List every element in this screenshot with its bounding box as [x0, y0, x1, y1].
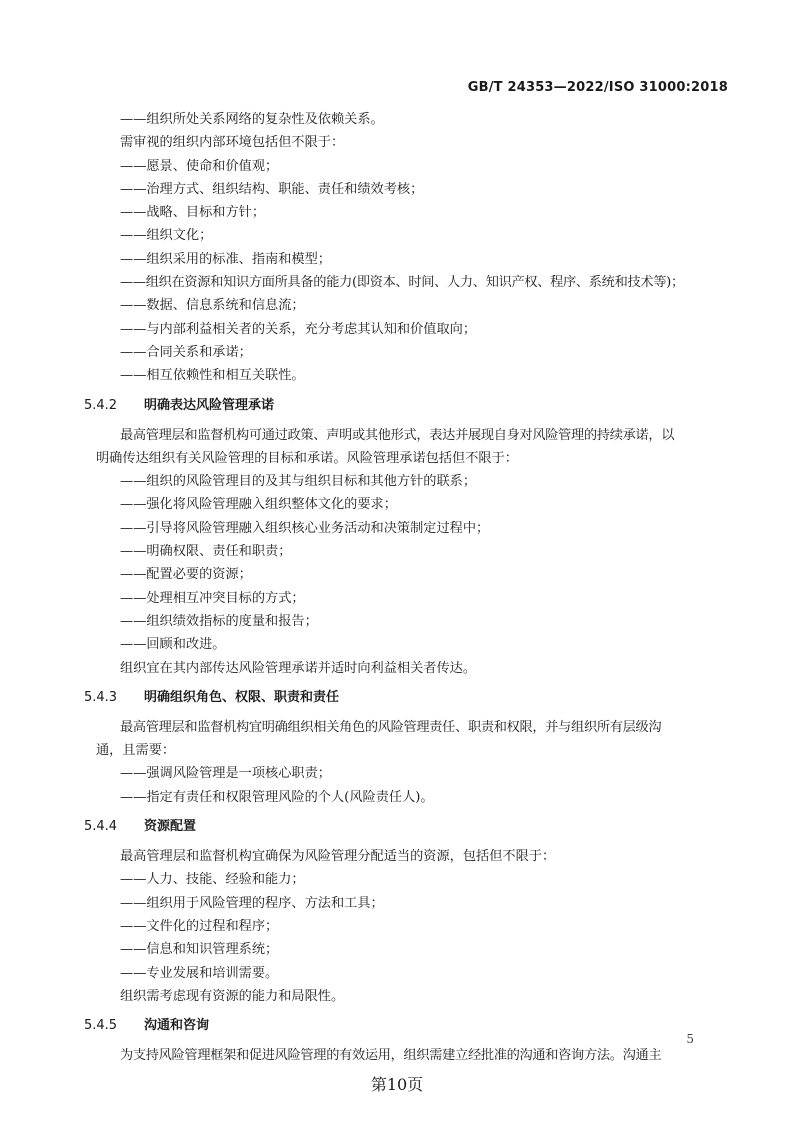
list-item: ——配置必要的资源；	[120, 567, 252, 583]
section-number: 5.4.2	[84, 397, 118, 413]
section-heading-5-4-5	[84, 1014, 720, 1036]
list-item: ——合同关系和承诺；	[120, 344, 252, 360]
roles-list	[120, 762, 720, 809]
section-title: 沟通和咨询	[144, 1018, 210, 1034]
section-heading-5-4-2	[84, 394, 720, 416]
section-number: 5.4.3	[84, 689, 118, 705]
list-item: ——与内部利益相关者的关系，充分考虑其认知和价值取向；	[120, 321, 477, 337]
list-item: ——强化将风险管理融入组织整体文化的要求；	[120, 497, 397, 513]
commitment-list	[120, 470, 720, 656]
page-content	[84, 108, 720, 1067]
paragraph: 为支持风险管理框架和促进风险管理的有效运用，组织需建立经批准的沟通和咨询方法。沟通主	[120, 1048, 662, 1064]
section-title: 资源配置	[144, 819, 197, 835]
paragraph-continuation: 明确传达组织有关风险管理的目标和承诺。风险管理承诺包括但不限于：	[96, 450, 518, 466]
section-title: 明确表达风险管理承诺	[144, 397, 275, 413]
page-number: 5	[686, 1032, 694, 1046]
paragraph: 最高管理层和监督机构宜确保为风险管理分配适当的资源，包括但不限于：	[120, 849, 556, 865]
standard-number: GB/T 24353—2022/ISO 31000:2018	[467, 80, 728, 95]
footer-page-label: 第10页	[370, 1075, 424, 1094]
list-item: ——信息和知识管理系统；	[120, 942, 279, 958]
list-item: ——数据、信息系统和信息流；	[120, 298, 305, 314]
list-item: ——战略、目标和方针；	[120, 205, 266, 221]
list-item: ——组织所处关系网络的复杂性及依赖关系。	[120, 112, 384, 127]
list-item: ——愿景、使命和价值观；	[120, 158, 279, 174]
paragraph: 最高管理层和监督机构可通过政策、声明或其他形式，表达并展现自身对风险管理的持续承诺，以	[120, 427, 675, 443]
section-number: 5.4.4	[84, 819, 118, 835]
list-item: ——组织在资源和知识方面所具备的能力(即资本、时间、人力、知识产权、程序、系统和技术等)；	[120, 275, 684, 291]
list-item: ——组织的风险管理目的及其与组织目标和其他方针的联系；	[120, 474, 477, 490]
list-item: ——引导将风险管理融入组织核心业务活动和决策制定过程中；	[120, 520, 490, 536]
resources-list	[120, 868, 720, 984]
list-item: ——治理方式、组织结构、职能、责任和绩效考核；	[120, 181, 424, 197]
section-number: 5.4.5	[84, 1018, 118, 1034]
list-item: ——组织用于风险管理的程序、方法和工具；	[120, 895, 384, 911]
list-item: ——人力、技能、经验和能力；	[120, 872, 305, 888]
list-item: ——组织文化；	[120, 228, 213, 244]
list-item: ——组织绩效指标的度量和报告；	[120, 613, 318, 629]
list-item: ——处理相互冲突目标的方式；	[120, 590, 305, 606]
list-item: ——明确权限、责任和职责；	[120, 544, 292, 560]
list-item: ——相互依赖性和相互关联性。	[120, 368, 305, 384]
list-item: ——强调风险管理是一项核心职责；	[120, 766, 331, 782]
paragraph-continuation: 通，且需要：	[96, 743, 176, 759]
section-heading-5-4-4	[84, 815, 720, 837]
paragraph: 组织需考虑现有资源的能力和局限性。	[120, 988, 345, 1004]
internal-context-list	[120, 108, 720, 388]
list-item: ——指定有责任和权限管理风险的个人(风险责任人)。	[120, 789, 434, 805]
list-item: ——专业发展和培训需要。	[120, 965, 279, 981]
list-item: ——文件化的过程和程序；	[120, 918, 279, 934]
paragraph: 最高管理层和监督机构宜明确组织相关角色的风险管理责任、职责和权限，并与组织所有层级沟	[120, 719, 662, 735]
section-heading-5-4-3	[84, 686, 720, 708]
paragraph: 需审视的组织内部环境包括但不限于：	[120, 135, 345, 151]
list-item: ——回顾和改进。	[120, 637, 226, 653]
list-item: ——组织采用的标准、指南和模型；	[120, 251, 331, 267]
paragraph: 组织宜在其内部传达风险管理承诺并适时向利益相关者传达。	[120, 660, 477, 676]
section-title: 明确组织角色、权限、职责和责任	[144, 689, 340, 705]
